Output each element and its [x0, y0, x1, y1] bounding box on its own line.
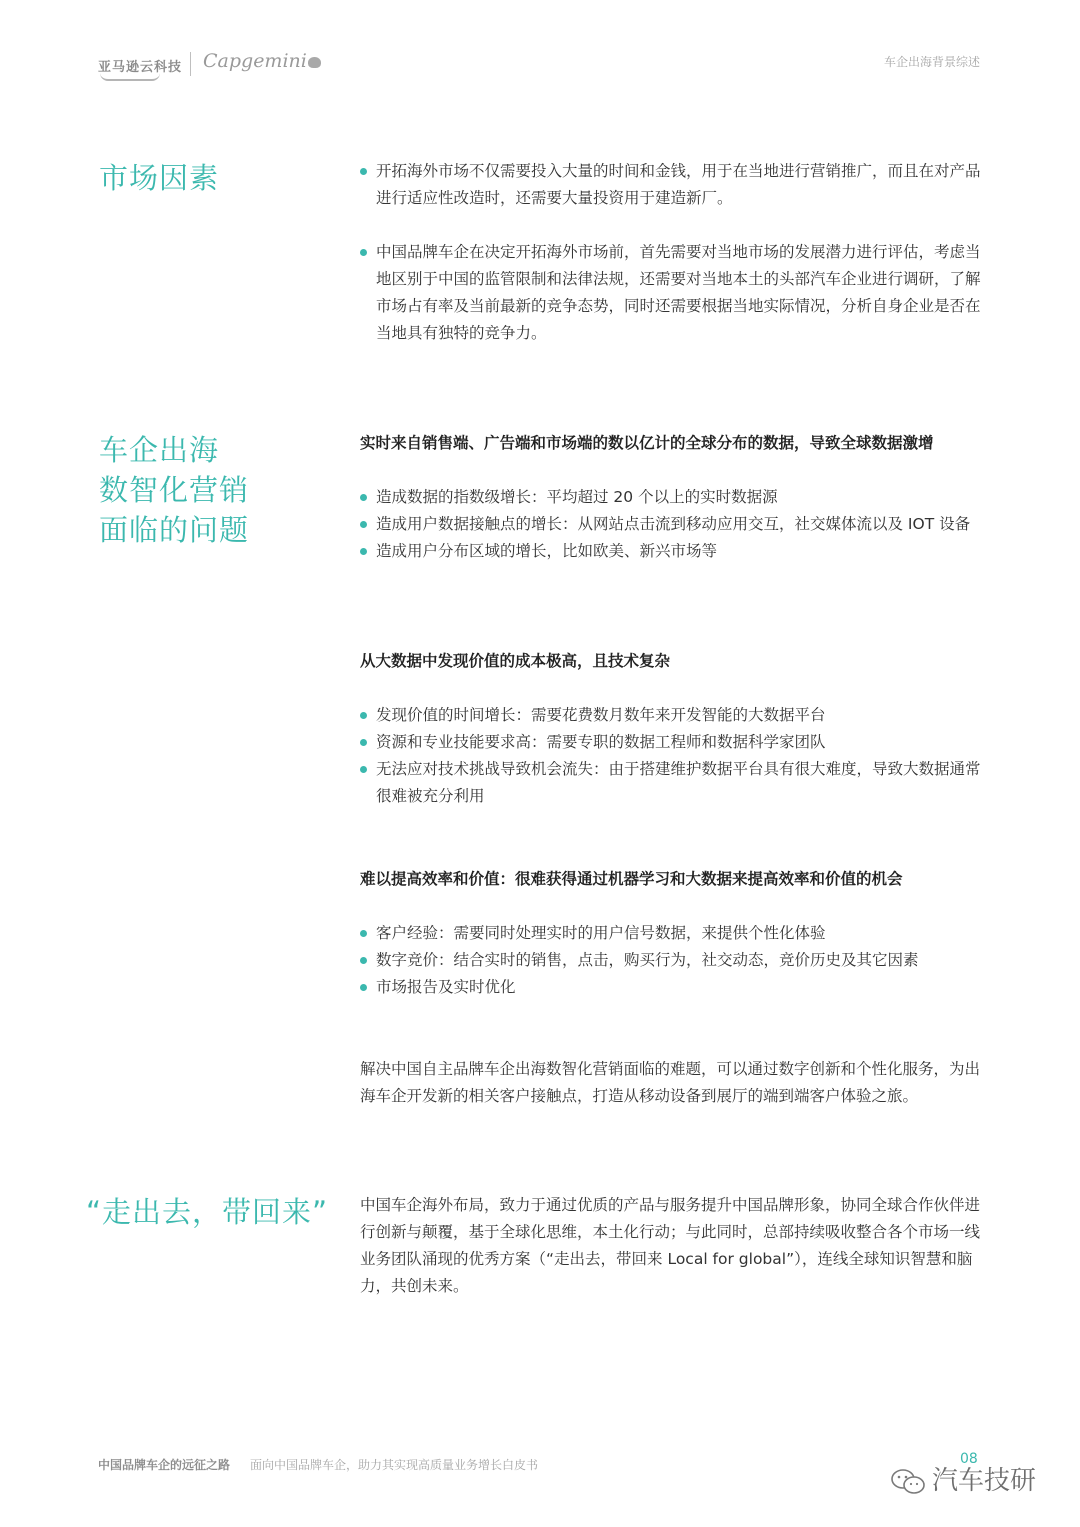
footer-subtitle: 面向中国品牌车企，助力其实现高质量业务增长白皮书	[250, 1458, 539, 1472]
header-section-label: 车企出海背景综述	[883, 55, 980, 69]
list-item: 数字竞价：结合实时的销售，点击，购买行为，社交动态，竞价历史及其它因素	[360, 947, 985, 974]
problems-conclusion: 解决中国自主品牌车企出海数智化营销面临的难题，可以通过数字创新和个性化服务，为出海车企开发新的相关客户接触点，打造从移动设备到展厅的端到端客户体验之旅。	[360, 1060, 981, 1105]
list-item: 无法应对技术挑战导致机会流失：由于搭建维护数据平台具有很大难度，导致大数据通常很难被充分利用	[360, 756, 985, 810]
section-title-line: 面临的问题	[99, 513, 250, 547]
market-content	[360, 158, 985, 347]
list-item: 发现价值的时间增长：需要花费数月数年来开发智能的大数据平台	[360, 702, 985, 729]
problem-heading: 实时来自销售端、广告端和市场端的数以亿计的全球分布的数据，导致全球数据激增	[360, 434, 934, 452]
wechat-icon	[890, 1468, 926, 1496]
problem-group-2	[360, 648, 985, 810]
section-title-line: 数智化营销	[99, 473, 250, 507]
problem-bullet-list	[360, 920, 985, 1001]
list-item: 开拓海外市场不仅需要投入大量的时间和金钱，用于在当地进行营销推广，而且在对产品进行适应性改造时，还需要大量投资用于建造新厂。	[360, 158, 985, 212]
list-item: 造成数据的指数级增长：平均超过 20 个以上的实时数据源	[360, 484, 985, 511]
aws-logo	[98, 56, 182, 75]
section-title-line: 车企出海	[99, 433, 220, 467]
section-title-problems	[99, 430, 319, 550]
list-item: 客户经验：需要同时处理实时的用户信号数据，来提供个性化体验	[360, 920, 985, 947]
list-item: 资源和专业技能要求高：需要专职的数据工程师和数据科学家团队	[360, 729, 985, 756]
logo-divider	[190, 52, 191, 76]
problem-group-1	[360, 430, 985, 565]
page-number: 08	[960, 1451, 978, 1467]
aws-smile-icon	[100, 73, 160, 81]
watermark-text: 汽车技研	[932, 1466, 1037, 1496]
list-item: 造成用户数据接触点的增长：从网站点击流到移动应用交互，社交媒体流以及 IOT 设备	[360, 511, 985, 538]
list-item: 造成用户分布区域的增长，比如欧美、新兴市场等	[360, 538, 985, 565]
list-item: 中国品牌车企在决定开拓海外市场前，首先需要对当地市场的发展潜力进行评估，考虑当地区别于中国的监管限制和法律法规，还需要对当地本土的头部汽车企业进行调研，了解市场占有率及当前最新的竞争态势，同时还需要根据当地实际情况，分析自身企业是否在当地具有独特的竞争力。	[360, 239, 985, 347]
capgemini-logo-text: Capgemini	[203, 50, 307, 72]
list-item: 市场报告及实时优化	[360, 974, 985, 1001]
aws-logo-text: 亚马逊云科技	[98, 60, 183, 75]
problem-heading: 难以提高效率和价值：很难获得通过机器学习和大数据来提高效率和价值的机会	[360, 870, 903, 888]
problem-group-3	[360, 866, 985, 1001]
section-title-market: 市场因素	[99, 161, 220, 195]
problem-heading: 从大数据中发现价值的成本极高，且技术复杂	[360, 652, 671, 670]
footer-title: 中国品牌车企的远征之路	[98, 1458, 231, 1472]
problem-bullet-list	[360, 702, 985, 810]
problem-bullet-list	[360, 484, 985, 565]
go-out-paragraph: 中国车企海外布局，致力于通过优质的产品与服务提升中国品牌形象，协同全球合作伙伴进行创新与颠覆，基于全球化思维，本土化行动；与此同时，总部持续吸收整合各个市场一线业务团队涌现的优秀方案（“走出去，带回来 Local for global”），连线全球知识智慧和脑力，共创未来。	[360, 1196, 981, 1295]
watermark	[890, 1460, 1036, 1497]
capgemini-logo	[203, 50, 321, 72]
section-title-go-out: “走出去，带回来”	[86, 1195, 329, 1229]
market-bullet-list	[360, 158, 985, 347]
capgemini-spade-icon	[308, 57, 321, 68]
